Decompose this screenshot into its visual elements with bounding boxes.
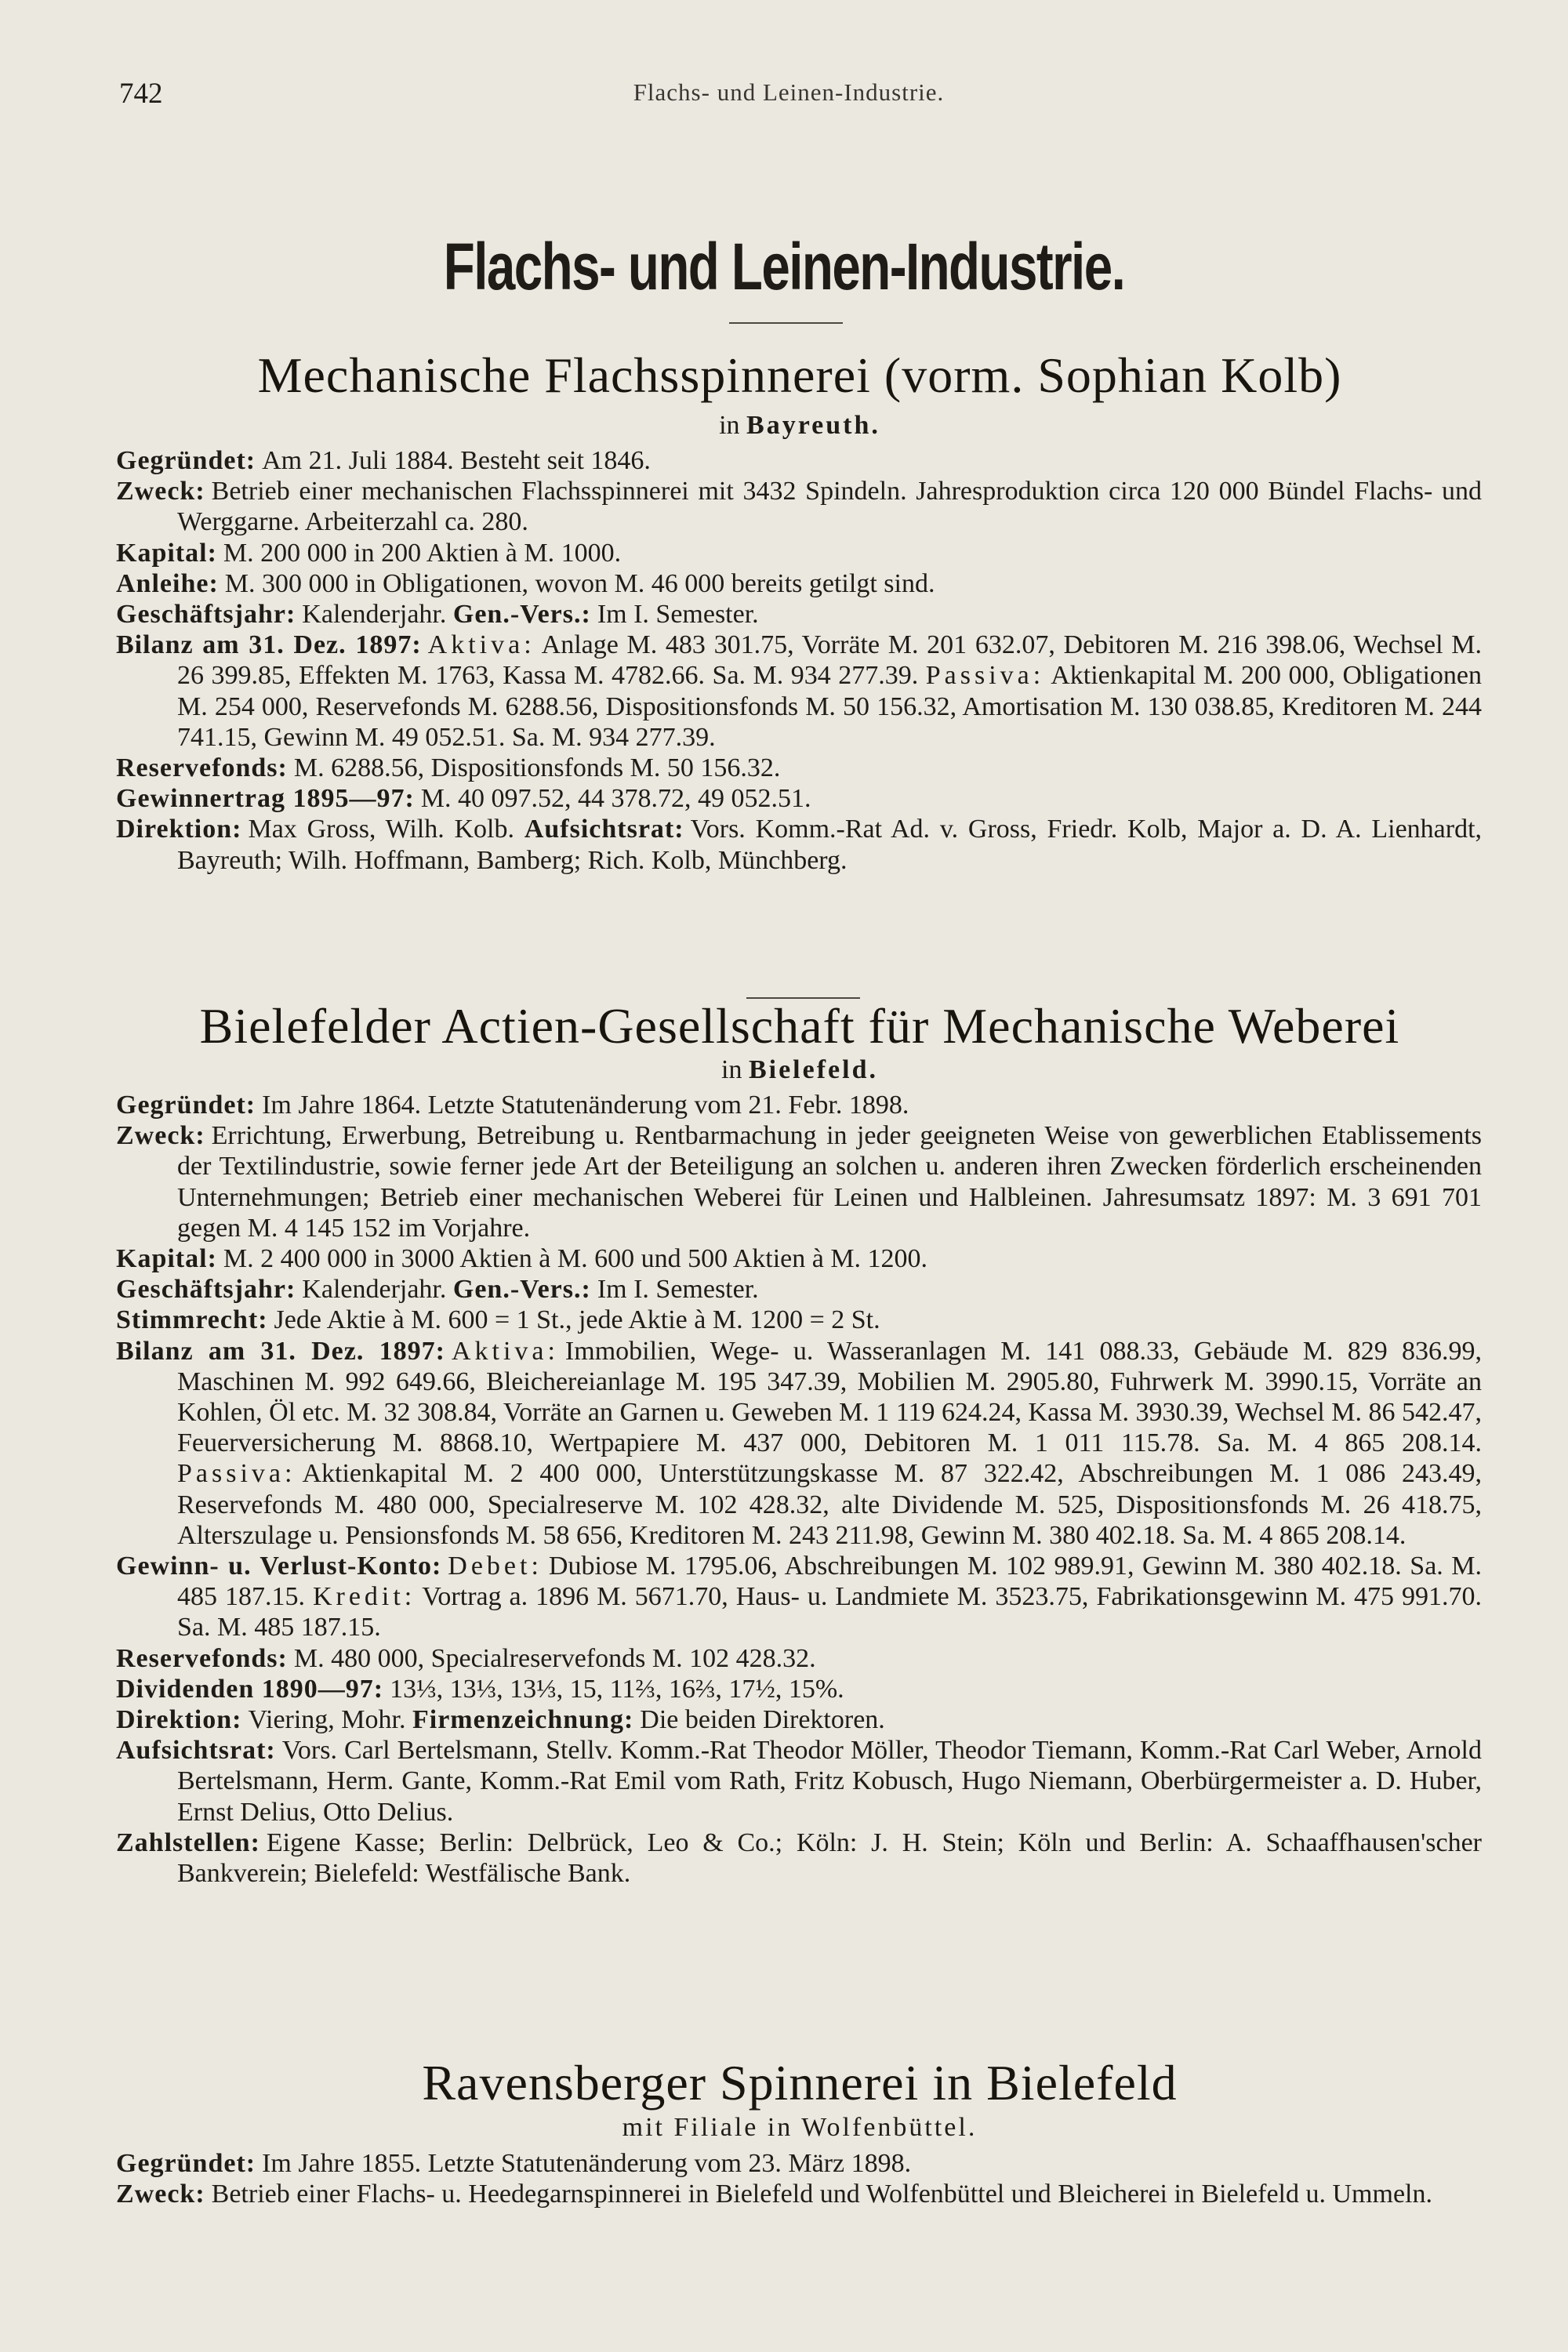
entry-text: Kalenderjahr. — [302, 1275, 447, 1305]
entry-bilanz — [116, 630, 1482, 753]
entry-text: M. 2 400 000 in 3000 Aktien à M. 600 und 500 Aktien à M. 1200. — [223, 1244, 928, 1274]
entry-text: Viering, Mohr. — [248, 1705, 406, 1735]
entry-label: Gewinnertrag 1895—97: — [116, 784, 415, 814]
entry-anleihe — [116, 568, 1482, 599]
company-location — [116, 1055, 1483, 1085]
entry-gegruendet — [116, 2148, 1482, 2179]
entry-text: M. 300 000 in Obligationen, wovon M. 46 000 bereits getilgt sind. — [224, 568, 935, 598]
entry-text: Vortrag a. 1896 M. 5671.70, Haus- u. Landmiete M. 3523.75, Fabrikationsgewinn M. 475 991.70. Sa. M. 485 187.15. — [177, 1582, 1483, 1642]
entry-label: Firmenzeichnung: — [412, 1705, 634, 1735]
entry-text: Kalenderjahr. — [302, 600, 447, 630]
company-location: mit Filiale in Wolfenbüttel. — [622, 2113, 978, 2142]
entry-label: Geschäftsjahr: — [116, 600, 296, 630]
entry-text: Im Jahre 1855. Letzte Statutenänderung vom 23. März 1898. — [262, 2149, 912, 2178]
entry-zweck — [116, 1120, 1482, 1243]
entry-text: Max Gross, Wilh. Kolb. — [248, 815, 515, 844]
entry-gewinnertrag — [116, 783, 1482, 814]
entry-geschaeftsjahr — [116, 1274, 1482, 1305]
entry-zweck — [116, 476, 1482, 537]
entry-text: M. 40 097.52, 44 378.72, 49 052.51. — [420, 784, 811, 814]
company-entries — [116, 2148, 1482, 2209]
running-header — [119, 77, 1458, 111]
entry-label: Aufsichtsrat: — [116, 1736, 276, 1766]
entry-text: Die beiden Direktoren. — [640, 1705, 885, 1735]
entry-text: Am 21. Juli 1884. Besteht seit 1846. — [262, 446, 651, 475]
entry-kapital — [116, 538, 1482, 568]
entry-label: Zweck: — [116, 2180, 205, 2209]
section-title: Flachs- und Leinen-Industrie. — [443, 230, 1125, 303]
entry-label: Gegründet: — [116, 446, 256, 475]
divider-rule — [729, 322, 843, 324]
entry-text: Betrieb einer mechanischen Flachsspinnerei mit 3432 Spindeln. Jahresproduktion circa 120 000 Bündel Flachs- und Werggarne. Arbeiterzahl ca. 280. — [177, 477, 1482, 537]
entry-label: Zahlstellen: — [116, 1828, 260, 1857]
entry-label: Kapital: — [116, 538, 217, 568]
entry-text: M. 480 000, Specialreservefonds M. 102 428.32. — [293, 1643, 816, 1673]
entry-label: Anleihe: — [116, 568, 219, 598]
entry-label: Zweck: — [116, 1121, 205, 1151]
entry-text: Dubiose M. 1795.06, Abschreibungen M. 102 989.91, Gewinn M. 380 402.18. Sa. M. 485 187.15. — [177, 1552, 1482, 1612]
entry-text: Im I. Semester. — [597, 600, 759, 630]
entry-label: Direktion: — [116, 1705, 242, 1735]
entry-gegruendet — [116, 1090, 1482, 1120]
entry-text: Errichtung, Erwerbung, Betreibung u. Rentbarmachung in jeder geeigneten Weise von gewerblichen Etablissements der Textilindustrie, sowie ferner jede Art der Beteiligung an solchen u. anderen ihren Zwecken förderlich erscheinenden Unternehmungen; Betrieb einer mechanischen Weberei für Leinen und Halbleinen. Jahresumsatz 1897: M. 3 691 701 gegen M. 4 145 152 im Vorjahre. — [177, 1121, 1482, 1243]
entry-reservefonds — [116, 753, 1482, 783]
entry-label: Dividenden 1890—97: — [116, 1674, 384, 1704]
company-title: Ravensberger Spinnerei in Bielefeld — [422, 2055, 1178, 2111]
company-location — [116, 411, 1483, 441]
page-number: 742 — [119, 78, 163, 110]
entry-label: Gewinn- u. Verlust-Konto: — [116, 1552, 442, 1581]
entry-text: Aktienkapital M. 2 400 000, Unterstützungskasse M. 87 322.42, Abschreibungen M. 1 086 243.49, Reservefonds M. 480 000, Specialreserve M. 102 428.32, alte Dividende M. 525, Dispositionsfonds M. 26 418.75, Alterszulage u. Pensionsfonds M. 58 656, Kreditoren M. 243 211.98, Gewinn M. 380 402.18. Sa. M. 4 865 208.14. — [177, 1459, 1482, 1550]
entry-bilanz — [116, 1336, 1482, 1551]
entry-sublabel: Passiva: — [925, 661, 1045, 691]
entry-sublabel: Passiva: — [177, 1459, 296, 1489]
entry-label: Direktion: — [116, 815, 242, 844]
entry-sublabel: Kredit: — [312, 1582, 416, 1612]
entry-label: Reservefonds: — [116, 753, 288, 783]
entry-label: Zweck: — [116, 477, 205, 506]
entry-label: Gegründet: — [116, 1091, 256, 1120]
entry-stimmrecht — [116, 1305, 1482, 1335]
entry-geschaeftsjahr — [116, 599, 1482, 630]
entry-label: Bilanz am 31. Dez. 1897: — [116, 1336, 445, 1366]
entry-sublabel: Aktiva: — [451, 1336, 559, 1366]
entry-gewinn-verlust — [116, 1551, 1482, 1643]
company-title: Mechanische Flachsspinnerei (vorm. Sophian Kolb) — [257, 347, 1342, 403]
entry-zahlstellen — [116, 1828, 1482, 1889]
entry-label: Kapital: — [116, 1244, 217, 1274]
entry-kapital — [116, 1243, 1482, 1274]
entry-text: Vors. Komm.-Rat Ad. v. Gross, Friedr. Kolb, Major a. D. A. Lienhardt, Bayreuth; Wilh. Hoffmann, Bamberg; Rich. Kolb, Münchberg. — [177, 815, 1483, 875]
company-title: Bielefelder Actien-Gesellschaft für Mechanische Weberei — [199, 998, 1400, 1054]
entry-text: M. 6288.56, Dispositionsfonds M. 50 156.32. — [293, 753, 781, 783]
company-entries — [116, 1090, 1482, 1889]
location-prefix: in — [721, 1055, 742, 1084]
location-place: Bielefeld. — [748, 1055, 878, 1084]
entry-gegruendet — [116, 445, 1482, 476]
entry-label: Geschäftsjahr: — [116, 1275, 296, 1305]
entry-sublabel: Aktiva: — [427, 630, 535, 660]
entry-sublabel: Debet: — [448, 1552, 543, 1581]
entry-text: Eigene Kasse; Berlin: Delbrück, Leo & Co.; Köln: J. H. Stein; Köln und Berlin: A. Schaaffhausen'scher Bankverein; Bielefeld: Westfälische Bank. — [177, 1828, 1482, 1889]
entry-label: Bilanz am 31. Dez. 1897: — [116, 630, 422, 660]
entry-zweck — [116, 2179, 1482, 2209]
entry-reservefonds — [116, 1643, 1482, 1674]
entry-text: Immobilien, Wege- u. Wasseranlagen M. 141 088.33, Gebäude M. 829 836.99, Maschinen M. 992 649.66, Bleichereianlage M. 195 347.39, Mobilien M. 2905.80, Fuhrwerk M. 3990.15, Vorräte an Kohlen, Öl etc. M. 32 308.84, Vorräte an Garnen u. Geweben M. 1 119 624.24, Kassa M. 3930.39, Wechsel M. 86 542.47, Feuerversicherung M. 8868.10, Wertpapiere M. 437 000, Debitoren M. 1 011 115.78. Sa. M. 4 865 208.14. — [177, 1336, 1482, 1458]
entry-label: Gen.-Vers.: — [452, 600, 591, 630]
location-place: Bayreuth. — [746, 411, 880, 440]
entry-label: Reservefonds: — [116, 1643, 288, 1673]
running-title: Flachs- und Leinen-Industrie. — [633, 78, 945, 106]
entry-text: Vors. Carl Bertelsmann, Stellv. Komm.-Rat Theodor Möller, Theodor Tiemann, Komm.-Rat Carl Weber, Arnold Bertelsmann, Herm. Gante, Komm.-Rat Emil vom Rath, Fritz Kobusch, Hugo Niemann, Oberbürgermeister a. D. Huber, Ernst Delius, Otto Delius. — [177, 1736, 1482, 1827]
entry-label: Gegründet: — [116, 2149, 256, 2178]
entry-text: 13⅓, 13⅓, 13⅓, 15, 11⅔, 16⅔, 17½, 15%. — [390, 1674, 844, 1704]
entry-text: Aktienkapital M. 200 000, Obligationen M. 254 000, Reservefonds M. 6288.56, Dispositionsfonds M. 50 156.32, Amortisation M. 130 038.85, Kreditoren M. 244 741.15, Gewinn M. 49 052.51. Sa. M. 934 277.39. — [177, 661, 1483, 752]
entry-text: Jede Aktie à M. 600 = 1 St., jede Aktie à M. 1200 = 2 St. — [274, 1305, 880, 1335]
company-entries — [116, 445, 1482, 876]
entry-text: M. 200 000 in 200 Aktien à M. 1000. — [223, 538, 622, 568]
entry-text: Betrieb einer Flachs- u. Heedegarnspinnerei in Bielefeld und Wolfenbüttel und Bleicherei in Bielefeld u. Ummeln. — [211, 2180, 1432, 2209]
entry-text: Anlage M. 483 301.75, Vorräte M. 201 632.07, Debitoren M. 216 398.06, Wechsel M. 26 399.85, Effekten M. 1763, Kassa M. 4782.66. Sa. M. 934 277.39. — [177, 630, 1483, 691]
entry-label: Gen.-Vers.: — [452, 1275, 591, 1305]
location-prefix: in — [719, 411, 740, 440]
entry-label: Stimmrecht: — [116, 1305, 268, 1335]
entry-aufsichtsrat — [116, 1735, 1482, 1828]
entry-dividenden — [116, 1674, 1482, 1704]
entry-label: Aufsichtsrat: — [524, 815, 684, 844]
entry-text: Im I. Semester. — [597, 1275, 759, 1305]
entry-text: Im Jahre 1864. Letzte Statutenänderung vom 21. Febr. 1898. — [262, 1091, 909, 1120]
entry-direktion — [116, 1704, 1482, 1735]
entry-direktion — [116, 814, 1482, 875]
